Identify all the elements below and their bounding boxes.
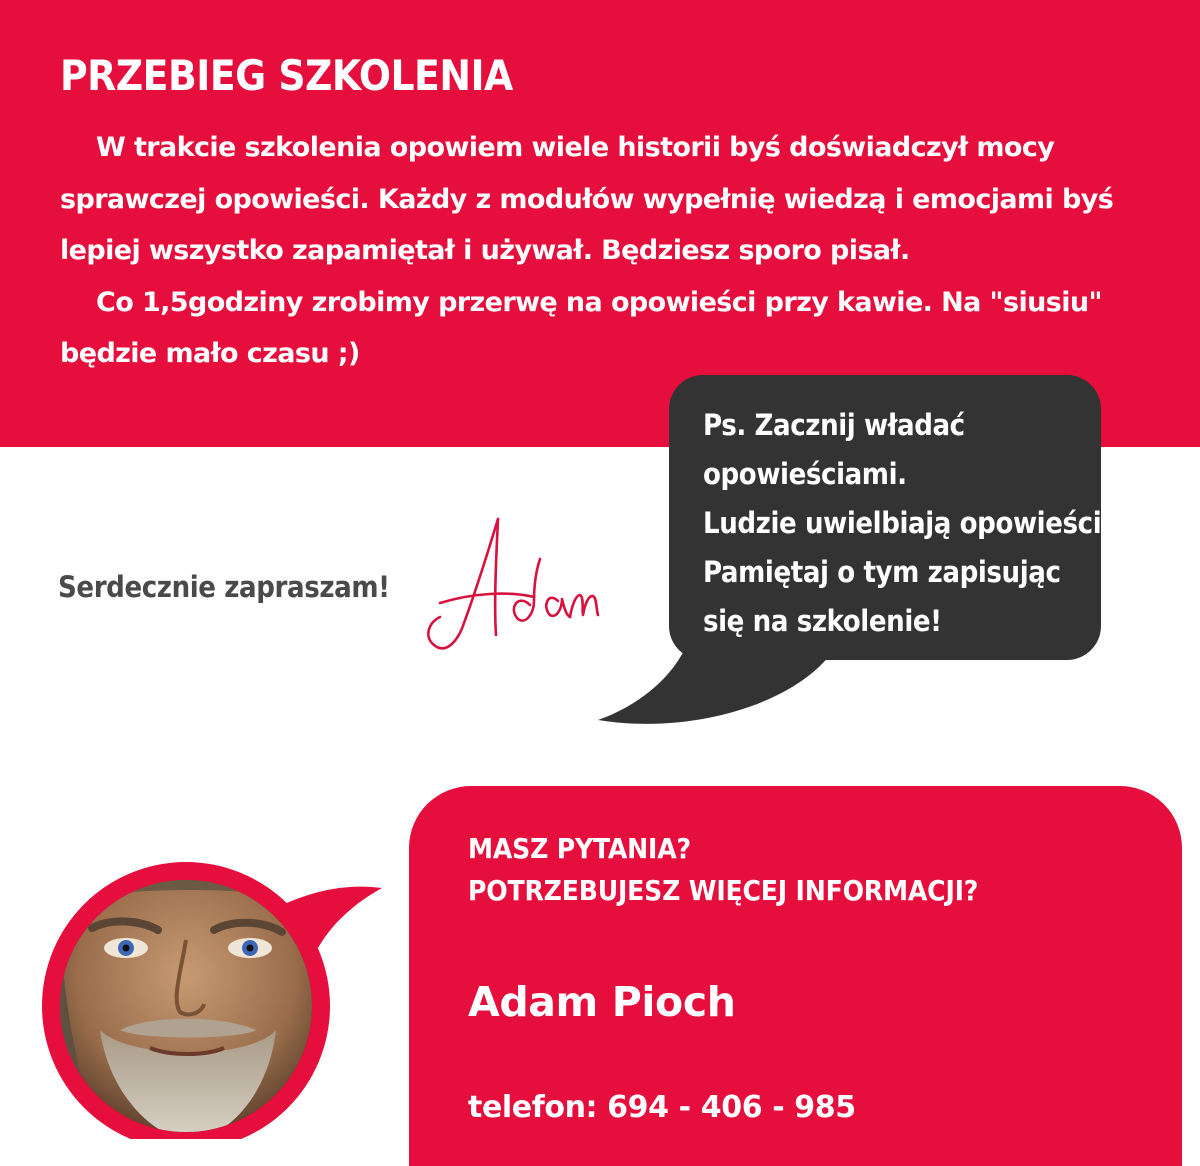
contact-questions bbox=[468, 828, 978, 912]
invitation-text: Serdecznie zapraszam! bbox=[58, 570, 390, 604]
intro-paragraph: W trakcie szkolenia opowiem wiele historii byś doświadczył mocy sprawczej opowieści. Każdy z modułów wypełnię wiedzą i emocjami byś lepiej wszystko zapamiętał i używał. Będziesz sporo pisał. bbox=[60, 132, 1114, 266]
speech-bubble-line: się na szkolenie! bbox=[703, 604, 942, 638]
contact-question: POTRZEBUJESZ WIĘCEJ INFORMACJI? bbox=[468, 874, 979, 907]
intro-paragraph: Co 1,5godziny zrobimy przerwę na opowieści przy kawie. Na "siusiu" będzie mało czasu ;) bbox=[60, 286, 1102, 369]
contact-phone[interactable]: telefon: 694 - 406 - 985 bbox=[468, 1090, 856, 1125]
contact-question: MASZ PYTANIA? bbox=[468, 832, 691, 865]
signature bbox=[418, 505, 608, 665]
section-title: PRZEBIEG SZKOLENIA bbox=[60, 51, 513, 100]
contact-name: Adam Pioch bbox=[468, 978, 736, 1026]
speech-bubble-line: opowieściami. bbox=[703, 457, 907, 491]
speech-bubble-line: Ludzie uwielbiają opowieści. bbox=[703, 506, 1111, 540]
speech-bubble-line: Ps. Zacznij władać bbox=[703, 408, 965, 442]
speech-bubble-line: Pamiętaj o tym zapisując bbox=[703, 555, 1061, 589]
speech-bubble bbox=[669, 375, 1111, 660]
avatar bbox=[0, 0, 400, 1139]
